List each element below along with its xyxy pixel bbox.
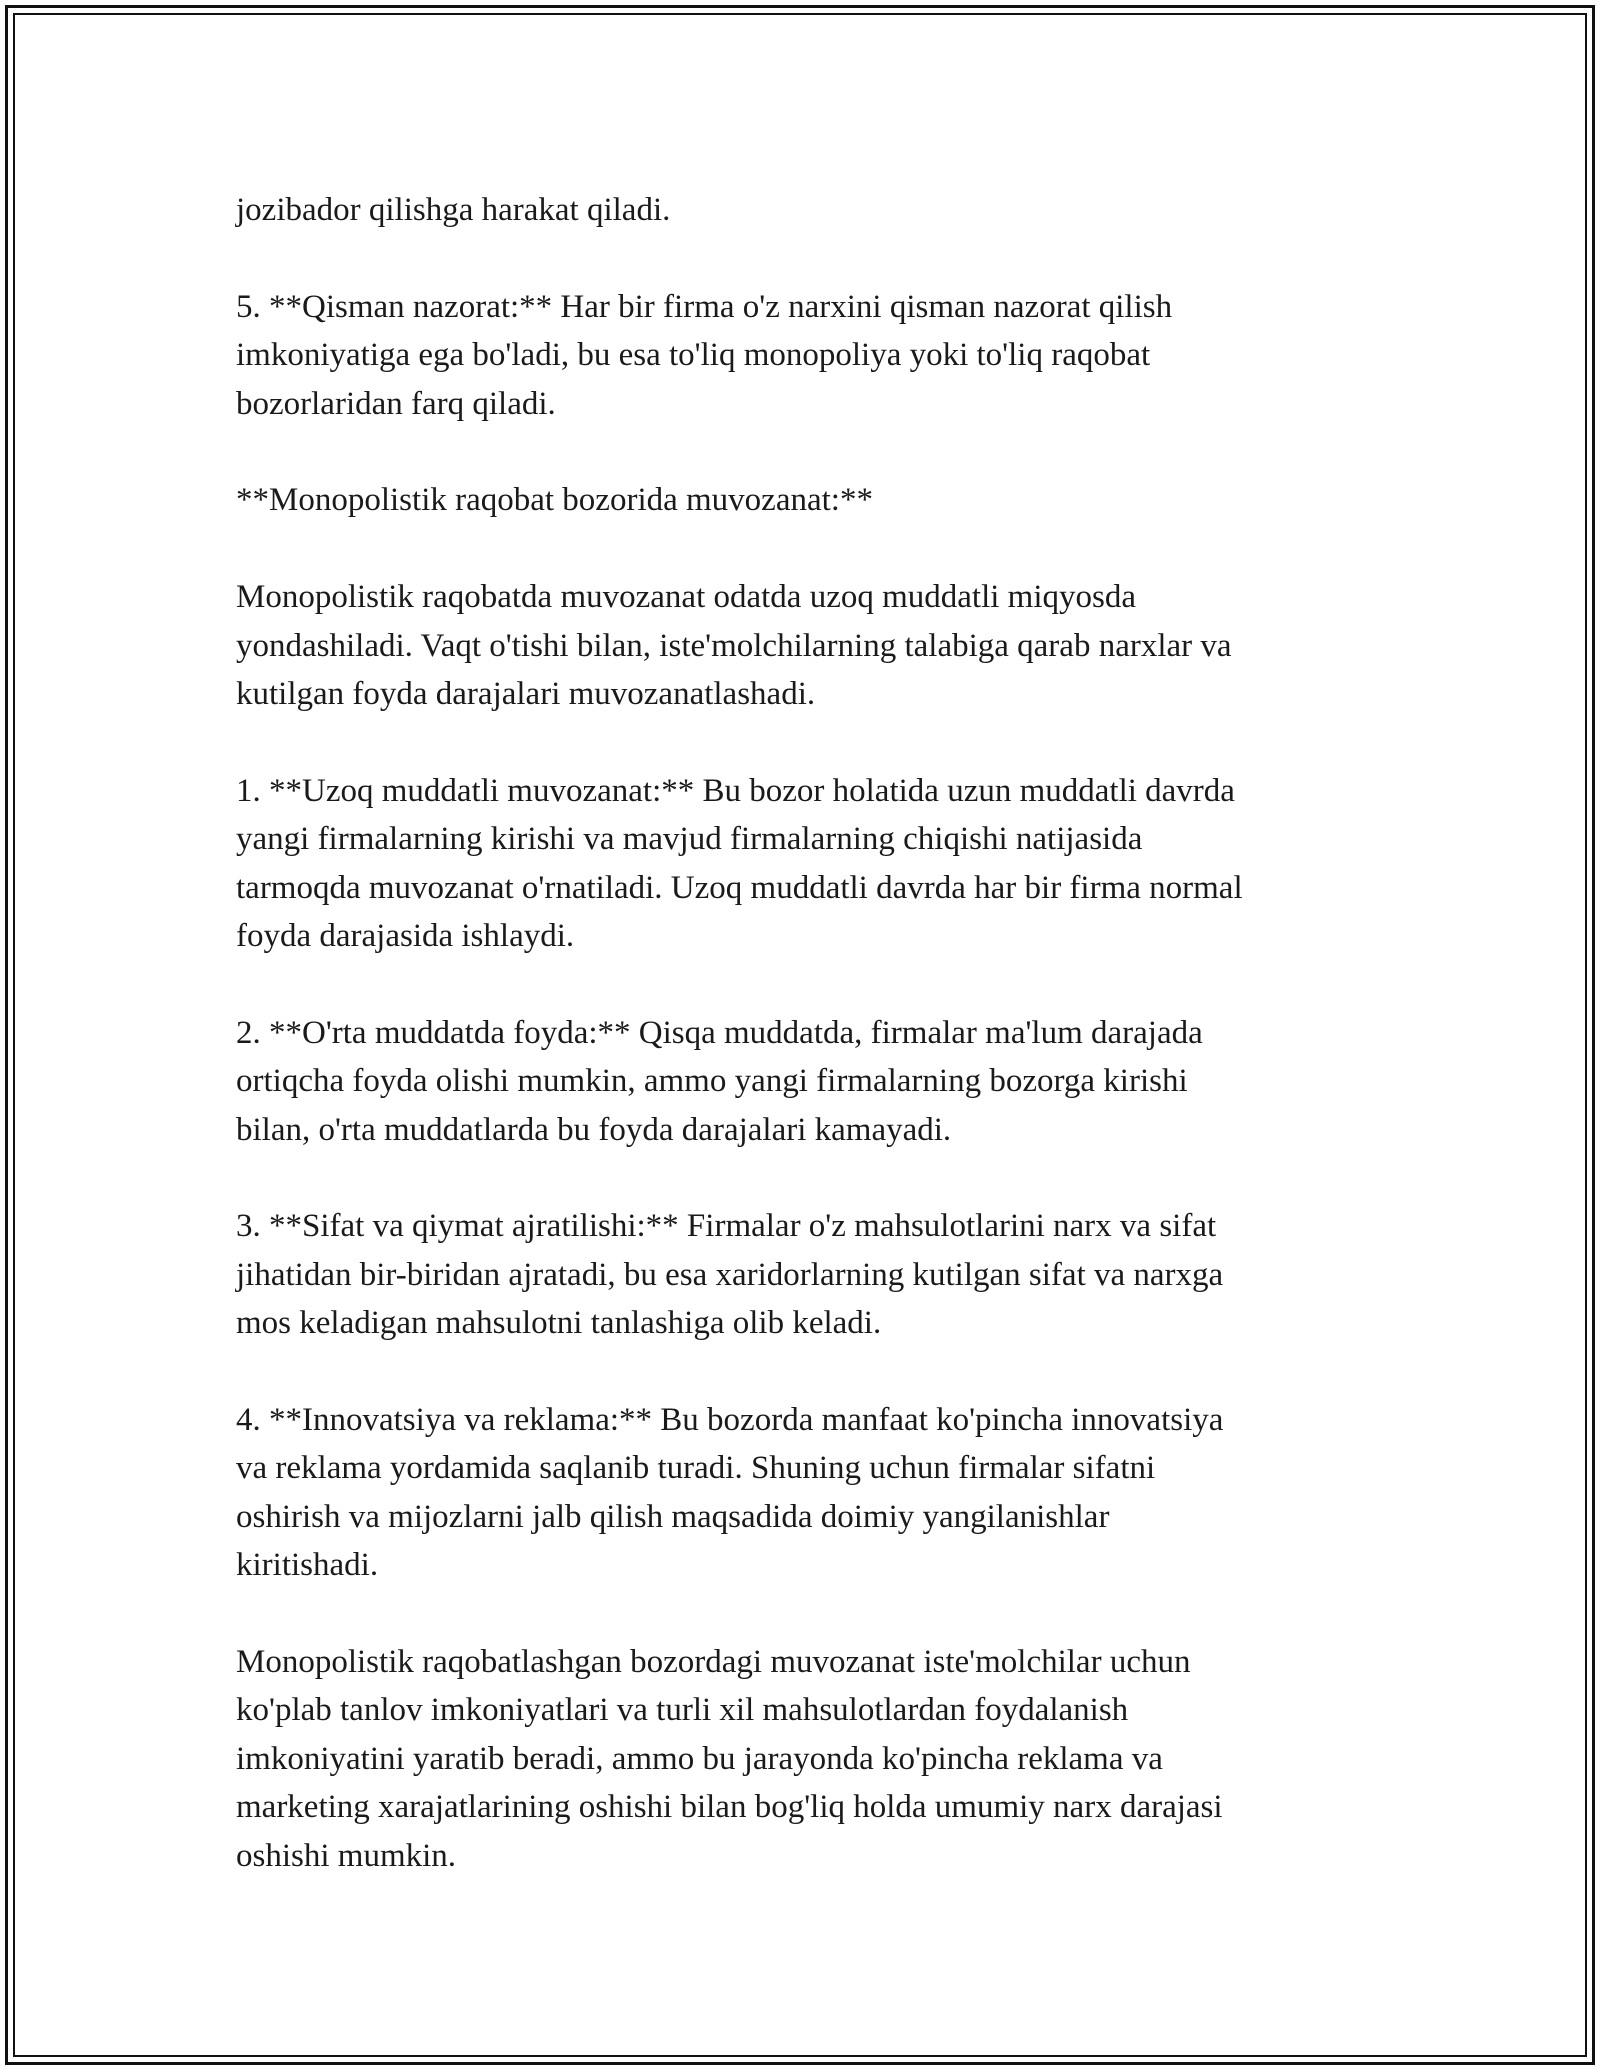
paragraph-conclusion: Monopolistik raqobatlashgan bozordagi muvozanat iste'molchilar uchun ko'plab tanlov imkoniyatlari va turli xil mahsulotlardan foydalanish imkoniyatini yaratib beradi, ammo bu jarayonda ko'pincha reklama va marketing xarajatlarining oshishi bilan bog'liq holda umumiy narx darajasi oshishi mumkin. xyxy=(236,1644,1223,1874)
list-item-sifat-qiymat: 3. **Sifat va qiymat ajratilishi:** Firmalar o'z mahsulotlarini narx va sifat jihatidan bir-biridan ajratadi, bu esa xaridorlarning kutilgan sifat va narxga mos keladigan mahsulotni tanlashiga olib keladi. xyxy=(236,1208,1224,1342)
list-item-innovatsiya: 4. **Innovatsiya va reklama:** Bu bozorda manfaat ko'pincha innovatsiya va reklama yordamida saqlanib turadi. Shuning uchun firmalar sifatni oshirish va mijozlarni jalb qilish maqsadida doimiy yangilanishlar kiritishadi. xyxy=(236,1402,1224,1584)
document-body xyxy=(236,186,1366,1880)
list-item-qisman-nazorat: 5. **Qisman nazorat:** Har bir firma o'z narxini qisman nazorat qilish imkoniyatiga ega bo'ladi, bu esa to'liq monopoliya yoki to'liq raqobat bozorlaridan farq qiladi. xyxy=(236,288,1173,422)
paragraph-continuation: jozibador qilishga harakat qiladi. xyxy=(236,192,671,228)
section-heading: **Monopolistik raqobat bozorida muvozanat:** xyxy=(236,482,873,519)
list-item-uzoq-muddatli: 1. **Uzoq muddatli muvozanat:** Bu bozor holatida uzun muddatli davrda yangi firmalarning kirishi va mavjud firmalarning chiqishi natijasida tarmoqda muvozanat o'rnatiladi. Uzoq muddatli davrda har bir firma normal foyda darajasida ishlaydi. xyxy=(236,772,1243,955)
paragraph-intro: Monopolistik raqobatda muvozanat odatda uzoq muddatli miqyosda yondashiladi. Vaqt o'tishi bilan, iste'molchilarning talabiga qarab narxlar va kutilgan foyda darajalari muvozanatlashadi. xyxy=(236,579,1232,713)
list-item-orta-muddatda: 2. **O'rta muddatda foyda:** Qisqa muddatda, firmalar ma'lum darajada ortiqcha foyda olishi mumkin, ammo yangi firmalarning bozorga kirishi bilan, o'rta muddatlarda bu foyda darajalari kamayadi. xyxy=(236,1014,1203,1148)
